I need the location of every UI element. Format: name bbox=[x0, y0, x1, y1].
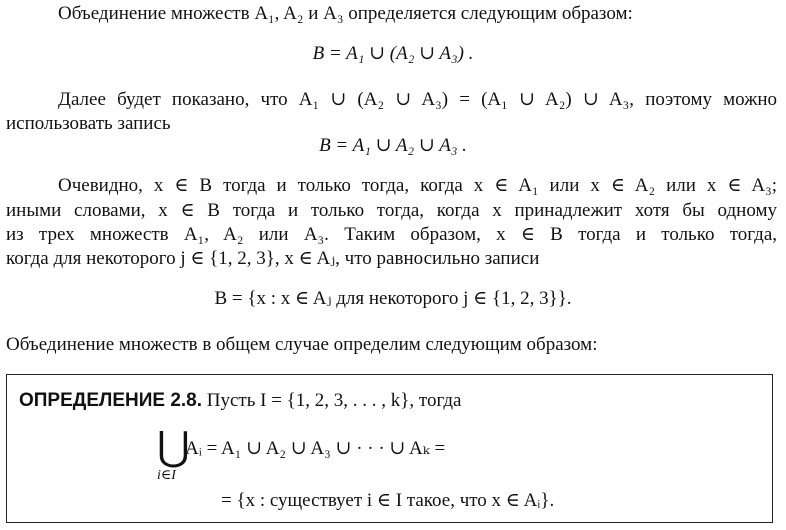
definition-equation-line-2: = {x : существует i ∈ I такое, что x ∈ Aᵢ}. bbox=[221, 490, 555, 511]
paragraph-3-line-3: из трех множеств A₁, A₂ или A₃. Таким образом, x ∈ B тогда и только тогда, bbox=[6, 224, 777, 245]
definition-label: ОПРЕДЕЛЕНИЕ 2.8. bbox=[19, 390, 203, 411]
paragraph-2-line-2: использовать запись bbox=[6, 113, 171, 134]
definition-box bbox=[6, 374, 773, 523]
equation-1: B = A₁ ∪ (A₂ ∪ A₃) . bbox=[312, 43, 474, 64]
definition-header bbox=[19, 389, 461, 413]
paragraph-4: Объединение множеств в общем случае определим следующим образом: bbox=[6, 334, 598, 355]
paragraph-3-line-2: иными словами, x ∈ B тогда и только тогда, когда x принадлежит хотя бы одному bbox=[6, 200, 777, 221]
definition-intro: Пусть I = {1, 2, 3, . . . , k}, тогда bbox=[206, 390, 462, 411]
big-union-symbol: ⋃ bbox=[157, 424, 190, 469]
union-index: i∈I bbox=[157, 468, 176, 483]
equation-2: B = A₁ ∪ A₂ ∪ A₃ . bbox=[319, 135, 467, 156]
paragraph-2-line-1: Далее будет показано, что A₁ ∪ (A₂ ∪ A₃) = (A₁ ∪ A₂) ∪ A₃, поэтому можно bbox=[58, 89, 777, 110]
equation-3: B = {x : x ∈ Aⱼ для некоторого j ∈ {1, 2, 3}}. bbox=[214, 288, 572, 309]
paragraph-3-line-1: Очевидно, x ∈ B тогда и только тогда, когда x ∈ A₁ или x ∈ A₂ или x ∈ A₃; bbox=[58, 175, 777, 196]
paragraph-1: Объединение множеств A₁, A₂ и A₃ определяется следующим образом: bbox=[58, 3, 633, 24]
definition-equation-line-1: Aᵢ = A₁ ∪ A₂ ∪ A₃ ∪ · · · ∪ Aₖ = bbox=[185, 438, 446, 459]
paragraph-3-line-4: когда для некоторого j ∈ {1, 2, 3}, x ∈ Aⱼ, что равносильно записи bbox=[6, 248, 540, 269]
